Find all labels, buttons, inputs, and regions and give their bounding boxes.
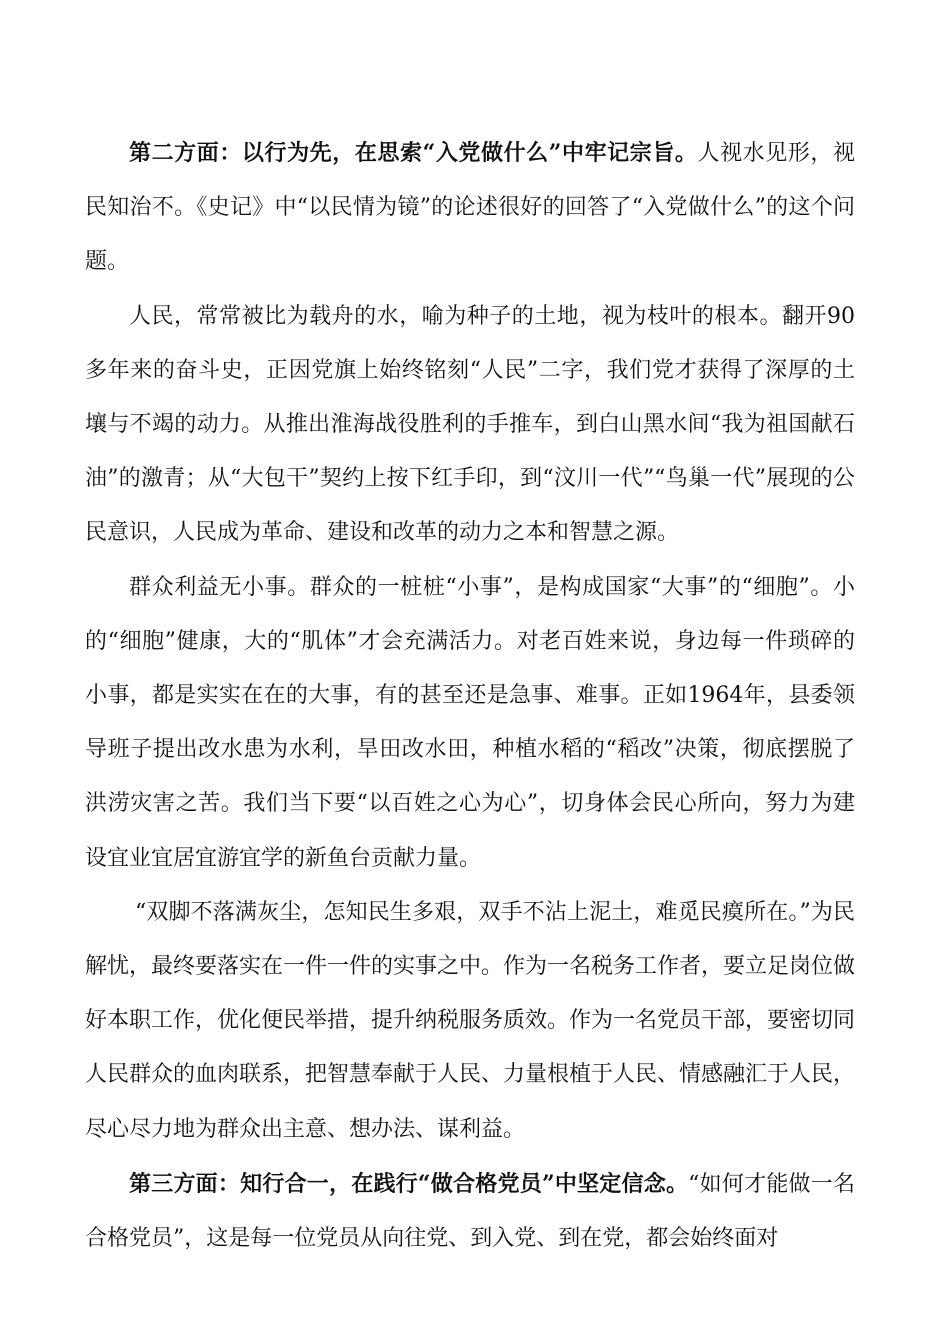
- paragraph-section-three: [85, 1157, 855, 1266]
- paragraph-masses-interests: [85, 561, 855, 886]
- paragraph-quote: [85, 886, 855, 1157]
- section-three-heading: 第三方面：知行合一，在践行“做合格党员”中坚定信念。: [129, 1170, 689, 1197]
- paragraph-section-two: [85, 126, 855, 290]
- paragraph-text: 群众利益无小事。群众的一桩桩“小事”，是构成国家“大事”的“细胞”。小的“细胞”健康，大的“肌体”才会充满活力。对老百姓来说，身边每一件琐碎的小事，都是实实在在的大事，有的甚至还是急事、难事。正如1964年，县委领导班子提出改水患为水利，旱田改水田，种植水稻的“稻改”决策，彻底摆脱了洪涝灾害之苦。我们当下要“以百姓之心为心”，切身体会民心所向，努力为建设宜业宜居宜游宜学的新鱼台贡献力量。: [85, 574, 855, 871]
- section-two-heading: 第二方面：以行为先，在思索“入党做什么”中牢记宗旨。: [129, 140, 698, 166]
- paragraph-text: 人民，常常被比为载舟的水，喻为种子的土地，视为枝叶的根本。翻开90多年来的奋斗史，正因党旗上始终铭刻“人民”二字，我们党才获得了深厚的土壤与不竭的动力。从推出淮海战役胜利的手推车，到白山黑水间“我为祖国献石油”的激青；从“大包干”契约上按下红手印，到“汶川一代”“鸟巢一代”展现的公民意识，人民成为革命、建设和改革的动力之本和智慧之源。: [85, 303, 855, 546]
- paragraph-text: 人视水见形，视民知治不。《史记》中“以民情为镜”的论述很好的回答了“入党做什么”的这个问题。: [85, 141, 855, 275]
- document-body: [85, 126, 855, 1266]
- paragraph-text: “双脚不落满灰尘，怎知民生多艰，双手不沾上泥土，难觅民瘼所在。”为民解忧，最终要落实在一件一件的实事之中。作为一名税务工作者，要立足岗位做好本职工作，优化便民举措，提升纳税服务质效。作为一名党员干部，要密切同人民群众的血肉联系，把智慧奉献于人民、力量根植于人民、情感融汇于人民，尽心尽力地为群众出主意、想办法、谋利益。: [85, 899, 856, 1142]
- paragraph-text: “如何才能做一名合格党员”，这是每一位党员从向往党、到入党、到在党，都会始终面对: [85, 1171, 855, 1252]
- paragraph-people: [85, 290, 855, 561]
